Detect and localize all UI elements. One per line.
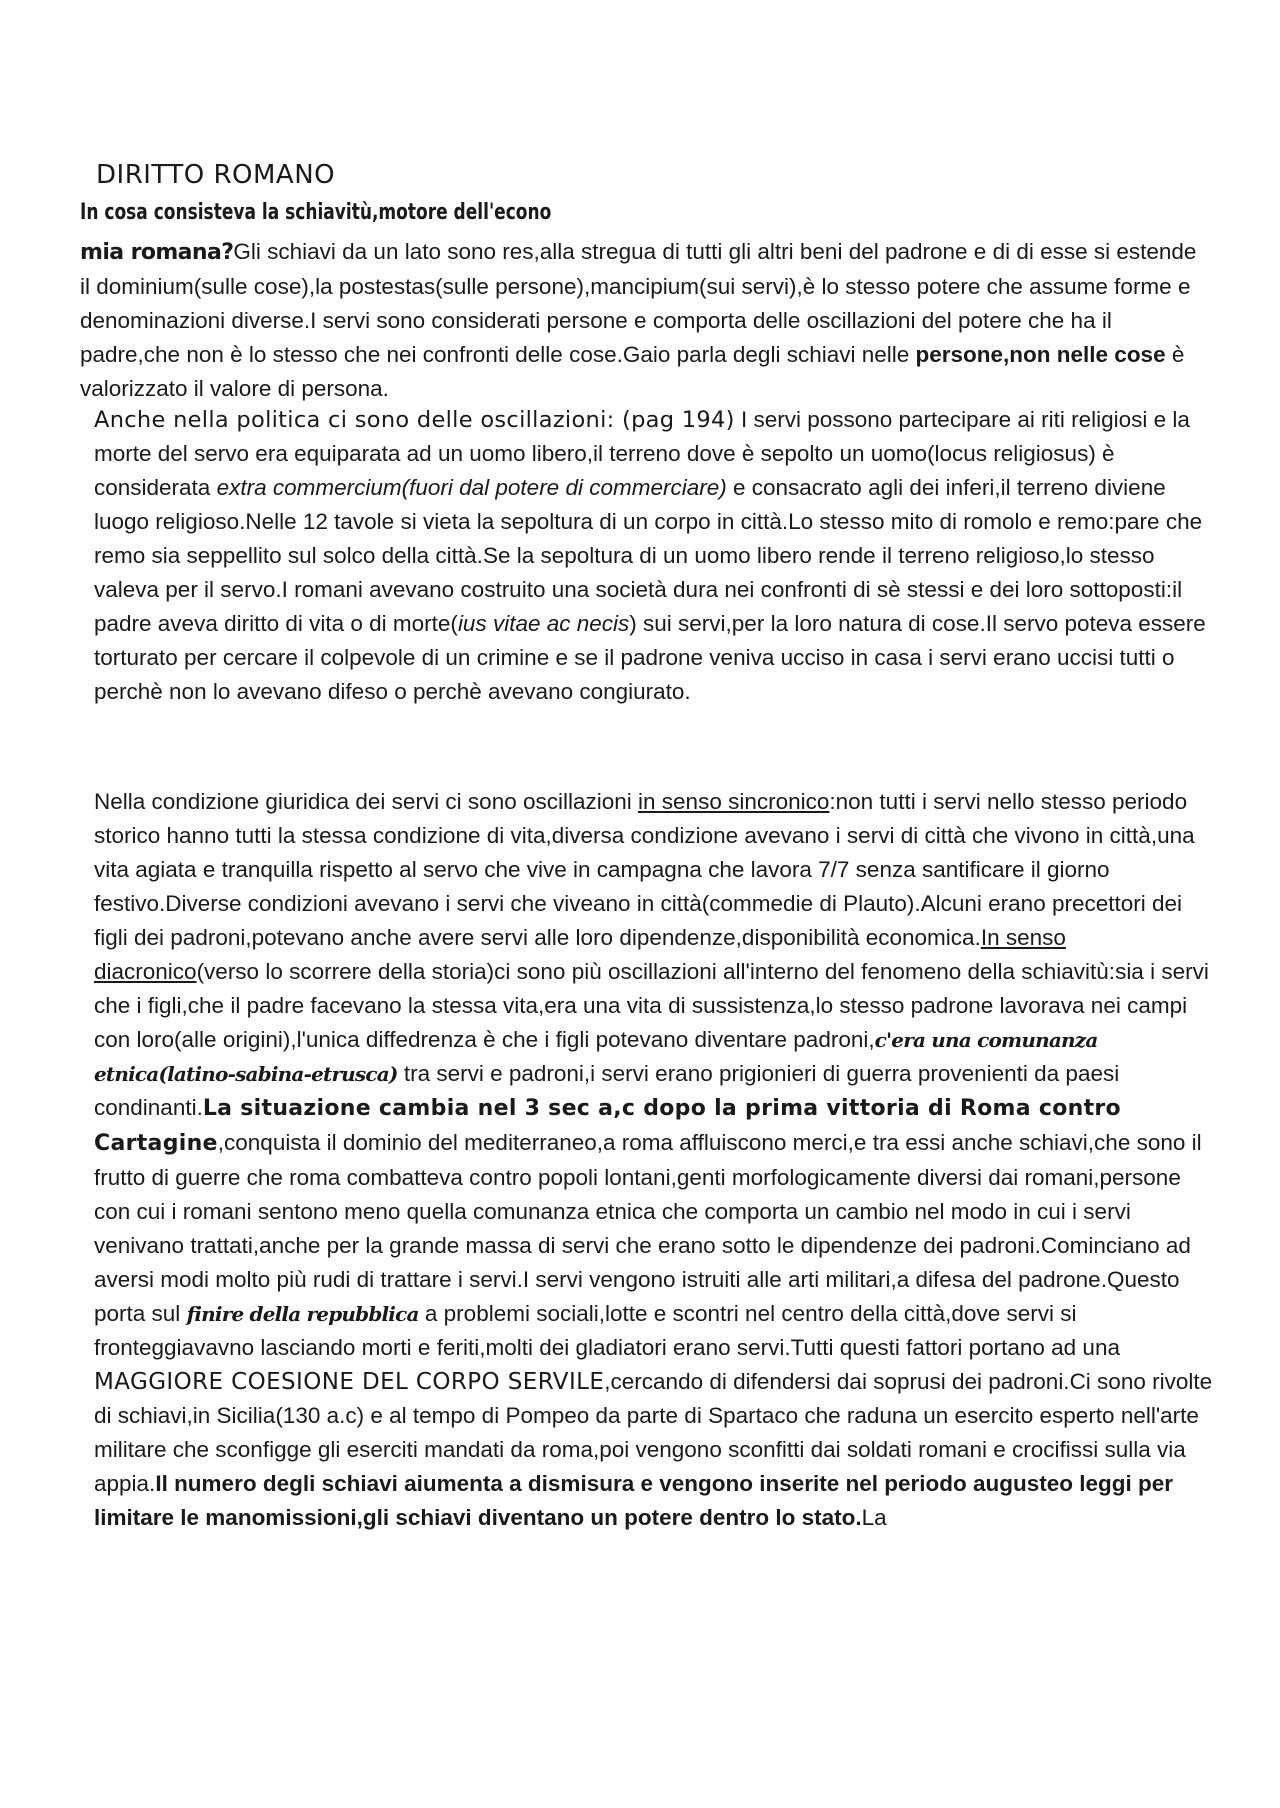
paragraph-politica — [94, 403, 1214, 709]
p2-italic-ius-vitae: ius vitae ac necis — [457, 611, 630, 636]
p3-text-2: :non tutti i servi nello stesso periodo storico hanno tutti la stessa condizione di vita,diversa condizione avevano i servi di città che vivono in città,una vita agiata e tranquilla rispetto al servo che vive in campagna che lavora 7/7 senza santificare il giorno festivo.Diverse condizioni avevano i servi che viveano in città(commedie di Plauto).Alcuni erano precettori dei figli dei padroni,potevano anche avere servi alle loro dipendenze,disponibilità economica. — [94, 789, 1195, 950]
p2-lead: Anche nella politica ci sono delle oscillazioni: (pag 194) — [94, 407, 735, 433]
p3-text-5: ,conquista il dominio del mediterraneo,a roma affluiscono merci,e tra essi anche schiavi,che sono il frutto di guerre che roma combatteva contro popoli lontani,genti morfologicamente diversi dai romani,persone con cui i romani sentono meno quella comunanza etnica che comporta un cambio nel modo in cui i servi venivano trattati,anche per la grande massa di servi che erano sotto le dipendenze dei padroni.Cominciano ad aversi modi molto più rudi di trattare i servi.I servi vengono istruiti alle arti militari,a difesa del padrone.Questo porta sul — [94, 1130, 1202, 1326]
paragraph-condizione-giuridica — [94, 785, 1214, 1535]
p3-text-7: ,cercando di difendersi dai soprusi dei padroni.Ci sono rivolte di schiavi,in Sicilia(130 a.c) e al tempo di Pompeo da parte di Spartaco che raduna un esercito esperto nell'arte militare che sconfigge gli eserciti mandati da roma,poi vengono sconfitti dai soldati romani e crocifissi sulla via appia. — [94, 1369, 1213, 1496]
p3-text-8: La — [861, 1505, 887, 1530]
p2-text-3: ) sui servi,per la loro natura di cose.Il servo poteva essere torturato per cercare il colpevole di un crimine e se il padrone veniva ucciso in casa i servi erano uccisi tutti o perchè non lo avevano difeso o perchè avevano congiurato. — [94, 611, 1206, 704]
p3-script-repubblica: finire della repubblica — [186, 1302, 419, 1326]
p2-italic-extra-commercium: extra commercium(fuori dal potere di commerciare) — [216, 475, 727, 500]
p3-bold-numero-schiavi: Il numero degli schiavi aiumenta a dismisura e vengono inserite nel periodo augusteo leggi per limitare le manomissioni,gli schiavi diventano un potere dentro lo stato. — [94, 1471, 1174, 1530]
paragraph-schiavi-res — [80, 235, 1210, 406]
p3-text-1: Nella condizione giuridica dei servi ci sono oscillazioni — [94, 789, 639, 814]
p3-underline-diacronico: In senso diacronico — [94, 925, 1066, 984]
p3-bold-situazione: La situazione cambia nel 3 sec a,c dopo la prima vittoria di Roma contro Cartagine — [94, 1096, 1121, 1156]
page-title: DIRITTO ROMANO — [96, 160, 336, 190]
p1-bold-persone: persone,non nelle cose — [915, 342, 1166, 367]
p1-text-2: è valorizzato il valore di persona. — [80, 342, 1185, 401]
p3-script-comunanza: c'era una comunanza etnica(latino-sabina-etrusca) — [94, 1028, 1098, 1086]
p3-caps-coesione: MAGGIORE COESIONE DEL CORPO SERVILE — [94, 1369, 605, 1395]
question-heading-tail: mia romana? — [80, 240, 234, 265]
p2-text-1: I servi possono partecipare ai riti religiosi e la morte del servo era equiparata ad un uomo libero,il terreno dove è sepolto un uomo(locus religiosus) è considerata — [94, 407, 1190, 500]
question-heading: In cosa consisteva la schiavitù,motore dell'econo — [80, 200, 552, 225]
p3-text-3: (verso lo scorrere della storia)ci sono più oscillazioni all'interno del fenomeno della schiavitù:sia i servi che i figli,che il padre facevano la stessa vita,era una vita di sussistenza,lo stesso padrone lavorava nei campi con loro(alle origini),l'unica diffedrenza è che i figli potevano diventare padroni, — [94, 959, 1209, 1052]
p3-text-6: a problemi sociali,lotte e scontri nel centro della città,dove servi si fronteggiavavno lasciando morti e feriti,molti dei gladiatori erano servi.Tutti questi fattori portano ad una — [94, 1301, 1120, 1360]
p3-text-4: tra servi e padroni,i servi erano prigionieri di guerra provenienti da paesi condinanti. — [94, 1061, 1120, 1120]
p1-text-1: Gli schiavi da un lato sono res,alla stregua di tutti gli altri beni del padrone e di di esse si estende il dominium(sulle cose),la postestas(sulle persone),mancipium(sui servi),è lo stesso potere che assume forme e denominazioni diverse.I servi sono considerati persone e comporta delle oscillazioni del potere che ha il padre,che non è lo stesso che nei confronti delle cose.Gaio parla degli schiavi nelle — [80, 239, 1197, 367]
p2-text-2: e consacrato agli dei inferi,il terreno diviene luogo religioso.Nelle 12 tavole si vieta la sepoltura di un corpo in città.Lo stesso mito di romolo e remo:pare che remo sia seppellito sul solco della città.Se la sepoltura di un uomo libero rende il terreno religioso,lo stesso valeva per il servo.I romani avevano costruito una società dura nei confronti di sè stessi e dei loro sottoposti:il padre aveva diritto di vita o di morte( — [94, 475, 1203, 636]
p3-underline-sincronico: in senso sincronico — [638, 789, 830, 814]
